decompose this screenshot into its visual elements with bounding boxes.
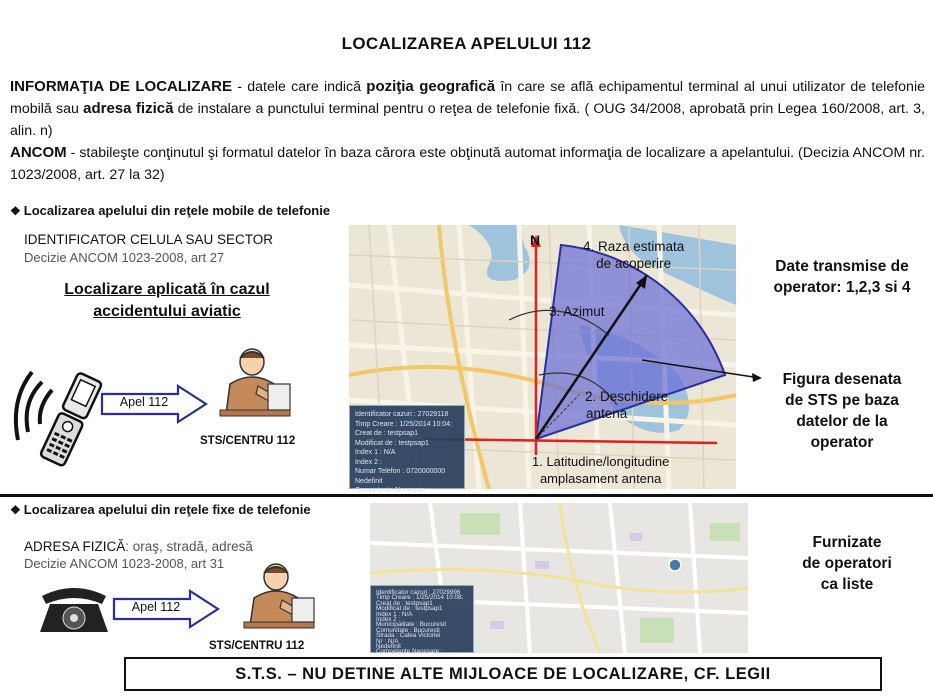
mobile-call-label: Apel 112 bbox=[119, 395, 169, 409]
fixed-sts-label: STS/CENTRU 112 bbox=[209, 640, 305, 652]
fixed-case-info-panel bbox=[370, 585, 474, 656]
fixed-panel-line: Nr : N/A bbox=[376, 637, 399, 645]
operator-person-icon bbox=[212, 344, 298, 430]
figure-drawn-note bbox=[752, 369, 932, 453]
landline-phone-icon bbox=[36, 582, 112, 636]
mobile-panel-line: Creat de : testpsap1 bbox=[355, 430, 419, 437]
intro-paragraph bbox=[10, 76, 925, 186]
label-antenna-opening bbox=[585, 388, 668, 422]
page-title: LOCALIZAREA APELULUI 112 bbox=[341, 34, 592, 53]
aviation-line-1: Localizare aplicată în cazul bbox=[64, 281, 270, 298]
aviation-line-2: accidentului aviatic bbox=[93, 303, 241, 320]
mobile-section-heading bbox=[10, 203, 330, 218]
figure-line-3: datelor de la bbox=[796, 413, 888, 430]
label-2-line-1: 2. Deschidere bbox=[585, 389, 669, 404]
fixed-panel-line: Identificator cazuri : 27029996 bbox=[376, 589, 461, 596]
fixed-heading-text: Localizarea apelului din reţele fixe de telefonie bbox=[23, 502, 311, 517]
mobile-panel-line: Index 2 : bbox=[355, 458, 382, 466]
fixed-panel-line: Index 2 : bbox=[376, 616, 401, 624]
aviation-application-note bbox=[22, 279, 312, 323]
intro-bold-position: poziţia geografică bbox=[366, 78, 496, 95]
intro-bold-address: adresa fizică bbox=[83, 100, 174, 117]
north-label: N bbox=[530, 232, 541, 248]
mobile-panel-line: Identificator cazuri : 27029118 bbox=[355, 411, 449, 418]
physical-address-label bbox=[24, 539, 253, 554]
label-4-line-1: 4. Raza estimata bbox=[583, 239, 685, 254]
data-transmitted-line-2: operator: 1,2,3 si 4 bbox=[773, 279, 911, 296]
label-azimuth: 3. Azimut bbox=[549, 304, 605, 319]
footer-notice-box: S.T.S. – NU DETINE ALTE MIJLOACE DE LOCALIZARE, CF. LEGII bbox=[124, 657, 882, 691]
label-4-line-2: de acoperire bbox=[596, 256, 672, 271]
fixed-call-label: Apel 112 bbox=[131, 600, 181, 614]
address-detail: : oraş, stradă, adresă bbox=[125, 539, 253, 554]
address-label-strong: ADRESA FIZICĂ bbox=[24, 539, 126, 554]
data-transmitted-line-1: Date transmise de bbox=[775, 258, 909, 275]
fixed-panel-line: Timp Creare : 1/25/2014 10:08: bbox=[376, 594, 464, 602]
intro-text-1b: în care se află echipamentul terminal al unui utilizator de telefonie mobilă sau bbox=[10, 79, 925, 117]
label-coverage-radius bbox=[583, 238, 684, 272]
provided-line-1: Furnizate bbox=[812, 534, 882, 551]
label-antenna-location bbox=[532, 453, 669, 487]
figure-line-4: operator bbox=[810, 434, 874, 451]
fixed-panel-line: Comunitate : Bucuresti bbox=[376, 626, 440, 634]
cell-id-label: IDENTIFICATOR CELULA SAU SECTOR bbox=[24, 232, 274, 247]
mobile-case-info-panel bbox=[349, 405, 465, 494]
mobile-sts-label: STS/CENTRU 112 bbox=[200, 435, 296, 447]
fixed-panel-line: Municipalitate : Bucuresti bbox=[376, 621, 446, 629]
mobile-panel-line: Competente Necesare : bbox=[355, 487, 429, 494]
term-ancom: ANCOM bbox=[10, 144, 67, 161]
fixed-panel-line: Creat de : testpsap1 bbox=[376, 599, 433, 607]
provided-line-3: ca liste bbox=[820, 576, 874, 593]
fixed-decision: Decizie ANCOM 1023-2008, art 31 bbox=[24, 556, 225, 571]
fixed-panel-line: Index 1 : N/A bbox=[376, 610, 413, 618]
label-1-line-2: amplasament antena bbox=[539, 471, 662, 486]
pointer-arrow-icon bbox=[640, 340, 770, 390]
term-localization-info: INFORMAŢIA DE LOCALIZARE bbox=[10, 78, 233, 95]
intro-text-1c: de instalare a punctului terminal pentru o reţea de telefonie fixă. ( OUG 34/2008, aprobată prin Legea 160/2008, art. 3, alin. n) bbox=[10, 101, 925, 139]
diamond-bullet-icon: ❖ bbox=[10, 204, 21, 218]
label-1-line-1: 1. Latitudine/longitudine bbox=[532, 454, 670, 469]
mobile-call-arrow bbox=[100, 384, 210, 424]
mobile-panel-line: Nedefinit bbox=[355, 477, 383, 485]
fixed-panel-line: Strada : Calea Victoriei bbox=[376, 632, 441, 640]
mobile-panel-line: Modificat de : testpsap1 bbox=[355, 439, 429, 447]
fixed-panel-line: Nedefinit bbox=[376, 643, 401, 651]
fixed-panel-line: Competente Necesare : bbox=[376, 648, 443, 656]
mobile-panel-line: Timp Creare : 1/25/2014 10:04: bbox=[355, 420, 453, 428]
fixed-panel-line: Modificat de : testpsap1 bbox=[376, 605, 443, 613]
provided-line-2: de operatori bbox=[802, 555, 892, 572]
operator-person-icon bbox=[236, 560, 322, 640]
data-transmitted-note bbox=[752, 256, 932, 298]
section-divider bbox=[0, 494, 933, 497]
mobile-panel-line: Index 1 : N/A bbox=[355, 449, 396, 456]
fixed-call-arrow bbox=[112, 589, 222, 629]
figure-line-1: Figura desenata bbox=[782, 371, 902, 388]
figure-line-2: de STS pe baza bbox=[785, 392, 899, 409]
fixed-address-map bbox=[370, 503, 748, 656]
mobile-decision: Decizie ANCOM 1023-2008, art 27 bbox=[24, 250, 225, 265]
mobile-panel-line: Numar Telefon : 0720000000 bbox=[355, 468, 446, 475]
intro-text-2: - stabileşte conţinutul şi formatul datelor în baza cărora este obţinută automat informaţia de localizare a apelantului. (Decizia ANCOM nr. 1023/2008, art. 27 la 32) bbox=[10, 145, 925, 183]
mobile-phone-icon bbox=[12, 362, 104, 477]
fixed-section-heading bbox=[10, 502, 311, 517]
label-2-line-2: antena bbox=[586, 406, 628, 421]
operator-lists-note bbox=[762, 532, 932, 595]
intro-text-1a: - datele care indică bbox=[232, 79, 367, 95]
diamond-bullet-icon: ❖ bbox=[10, 503, 21, 517]
mobile-heading-text: Localizarea apelului din reţele mobile de telefonie bbox=[23, 203, 331, 218]
